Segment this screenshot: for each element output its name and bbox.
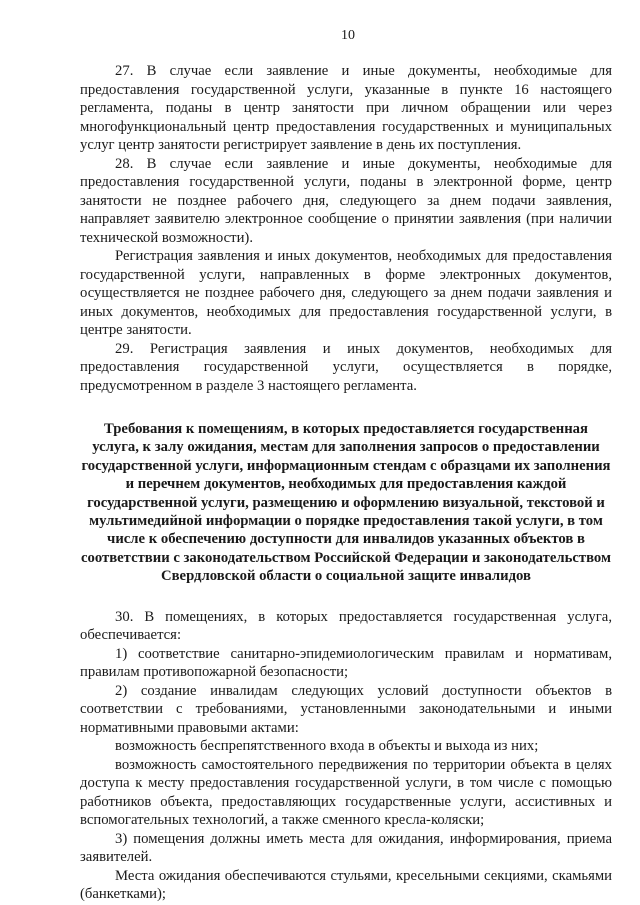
section-heading: Требования к помещениям, в которых предоставляется государственная услуга, к залу ожидания, местам для заполнения запросов о предоставлении государственной услуги, информационным стендам с образцами их заполнения и перечнем документов, необходимых для предоставления каждой государственной услуги, размещению и оформлению визуальной, текстовой и мультимедийной информации о порядке предоставления такой услуги, в том числе к обеспечению доступности для инвалидов указанных объектов в соответствии с законодательством Российской Федерации и законодательством Свердловской области о социальной защите инвалидов <box>81 421 611 585</box>
paragraph-registration: Регистрация заявления и иных документов, необходимых для предоставления государственной услуги, направленных в форме электронных документов, осуществляется не позднее рабочего дня, следующего за днем подачи заявления и иных документов, необходимых для предоставления государственной услуги, в центре занятости. <box>80 248 612 338</box>
paragraph-item-1: 1) соответствие санитарно-эпидемиологическим правилам и нормативам, правилам противопожарной безопасности; <box>80 645 612 681</box>
paragraph-30: 30. В помещениях, в которых предоставляется государственная услуга, обеспечивается: <box>80 608 612 644</box>
paragraph-27: 27. В случае если заявление и иные документы, необходимые для предоставления государственной услуги, указанные в пункте 16 настоящего регламента, поданы в центр занятости при личном обращении или через многофункциональный центр предоставления государственных и муниципальных услуг центр занятости регистрирует заявление в день их поступления. <box>80 63 612 153</box>
paragraph-28: 28. В случае если заявление и иные документы, необходимые для предоставления государственной услуги, поданы в электронной форме, центр занятости не позднее рабочего дня, следующего за днем подачи заявления, направляет заявителю электронное сообщение о принятии заявления (при наличии технической возможности). <box>80 155 612 246</box>
paragraph-waiting-places: Места ожидания обеспечиваются стульями, кресельными секциями, скамьями (банкетками); <box>80 867 612 903</box>
page-number: 10 <box>341 28 355 43</box>
paragraph-access-movement: возможность самостоятельного передвижения по территории объекта в целях доступа к месту предоставления государственной услуги, в том числе с помощью работников объекта, предоставляющих государственные услуги, ассистивных и вспомогательных технологий, а также сменного кресла-коляски; <box>80 756 612 829</box>
paragraph-item-3: 3) помещения должны иметь места для ожидания, информирования, приема заявителей. <box>80 830 612 866</box>
paragraph-item-2: 2) создание инвалидам следующих условий доступности объектов в соответствии с требованиями, установленными законодательными и иными нормативными правовыми актами: <box>80 682 612 736</box>
paragraph-29: 29. Регистрация заявления и иных документов, необходимых для предоставления государственной услуги, осуществляется в порядке, предусмотренном в разделе 3 настоящего регламента. <box>80 340 612 394</box>
paragraph-access-entry: возможность беспрепятственного входа в объекты и выхода из них; <box>115 738 539 755</box>
